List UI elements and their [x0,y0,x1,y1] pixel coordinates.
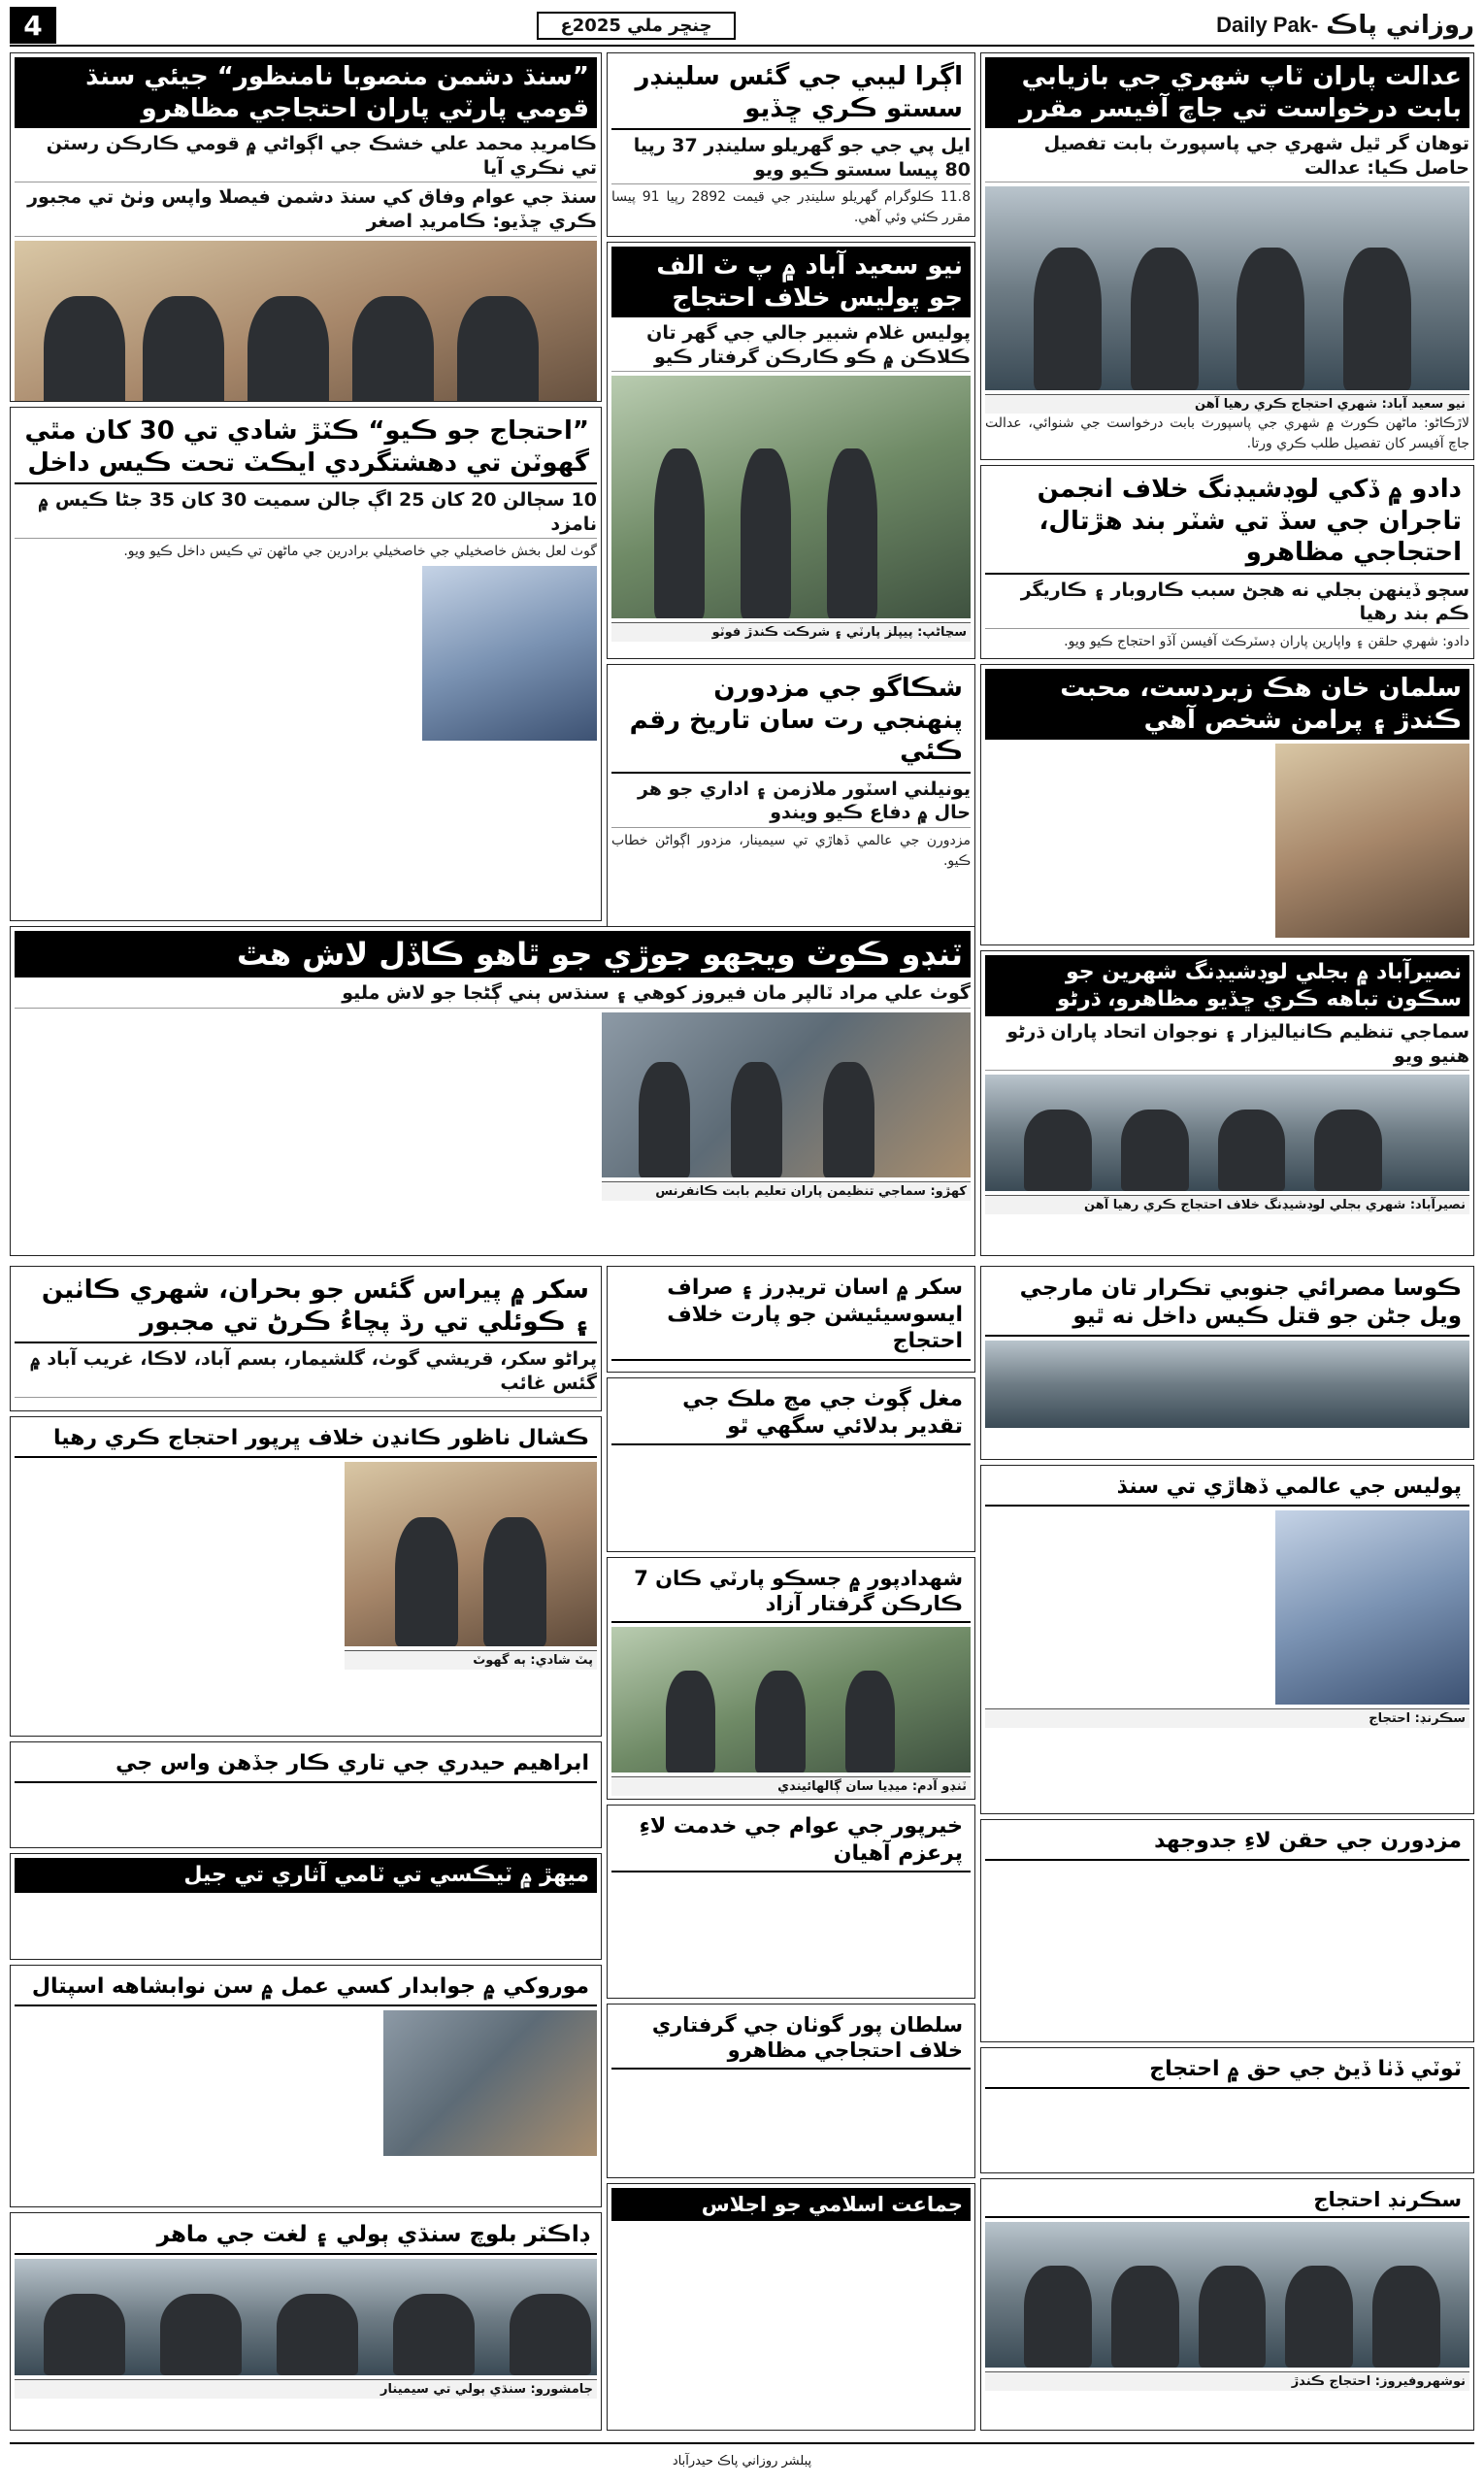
story-mughal-town [607,1377,975,1552]
photo-caption: نصيرآباد: شهري بجلي لوڊشيڊنگ خلاف احتجاج ڪري رهيا آهن [985,1195,1469,1214]
story-photo [611,1627,971,1773]
story-photo [985,186,1469,390]
story-headline: سکر ۾ پيراس گئس جو بحران، شهري ڪاٺين ۽ ڪوئلي تي رڌ پچاءُ ڪرڻ تي مجبور [15,1271,597,1343]
story-workers-rights [980,1819,1474,2042]
story-headline: ابراهيم حيدري جي تاري ڪار جڏهن واس جي [15,1746,597,1783]
story-subheadline: توهان گر ٿيل شهري جي پاسپورٽ بابت تفصيل حاصل ڪيا: عدالت [985,132,1469,182]
story-ibrahim-hyderi [10,1741,602,1848]
photo-caption: سڪرنڊ: احتجاج [985,1708,1469,1728]
story-body: لاڙڪاڻو: ماڻهن ڪورٽ ۾ شهري جي پاسپورٽ بابت درخواست جي شنوائي، عدالت جاچ آفيسر کان تفصيل طلب ڪري ورتا. [985,415,1469,452]
story-photo [1275,744,1469,938]
story-terror-case [10,407,602,921]
story-subheadline: 10 سڄالن 20 کان 25 اڳ جالن سميت 30 کان 35 جڻا ڪيس ۾ نامزد [15,488,597,539]
story-nasirabad [980,950,1474,1256]
story-headline: مغل ڳوٺ جي مڃ ملڪ جي تقدير بدلائي سگهي ٿو [611,1382,971,1445]
story-photo [15,241,597,402]
story-headline: شڪاگو جي مزدورن پنهنجي رت سان تاريخ رقم ڪئي [611,669,971,774]
story-saeedabad-police [607,242,975,659]
story-body [985,942,1469,945]
story-sultanpur-arrest [607,2004,975,2178]
story-headline: ڪوسا مصرائي جنوبي تڪرار تان مارجي ويل جڻن جو قتل ڪيس داخل نه ٿيو [985,1271,1469,1337]
story-headline: موروکي ۾ جوابدار کسي عمل ۾ سن نوابشاهه اسپتال [15,1970,597,2006]
story-headline: ڪشال ناظور ڪانڍن خلاف ڀرپور احتجاج ڪري رهيا [15,1421,597,1458]
story-headline: سلطان پور گوٺان جي گرفتاري خلاف احتجاجي مظاهرو [611,2008,971,2070]
story-police-day [980,1465,1474,1814]
story-headline: ميهڙ ۾ ٽيڪسي تي ٽامي آثاري تي جيل [15,1858,597,1893]
story-headline: ڊاڪٽر بلوچ سنڌي ٻولي ۽ لغت جي ماهر [15,2217,597,2255]
story-subheadline: ڪامريڊ محمد علي خشڪ جي اڳواڻي ۾ قومي ڪارڪن رستن تي نڪري آيا [15,132,597,182]
brand-sindhi: روزاني پاڪ [1326,11,1474,40]
story-headline: شهدادپور ۾ جسڪو پارٽي ڪان 7 ڪارڪن گرفتار آزاد [611,1562,971,1623]
story-subheadline: ايل پي جي جو گهريلو سلينڊر 37 رپيا 80 پيسا سستو ڪيو ويو [611,134,971,184]
story-subheadline: پراڻو سکر، قريشي گوٺ، گلشيمار، بسم آباد، لاڪا، غريب آباد ۾ گئس غائب [15,1347,597,1398]
story-photo [15,2259,597,2375]
story-lpg-price [607,52,975,237]
story-headline: ”سنڌ دشمن منصوبا نامنظور“ جيئي سنڌ قومي پارٽي پاران احتجاجي مظاهرو [15,57,597,128]
page-footer: پبلشر روزاني پاڪ حيدرآباد [10,2442,1474,2477]
story-sindh-protest [10,52,602,402]
story-sakrand-protest [980,2178,1474,2431]
story-subheadline: گوٺ علي مراد ٽالپر مان فيروز کوهي ۽ سنڌس ٻني ڳڻجا جو لاش مليو [15,981,971,1009]
story-headline: اڳرا ليبي جي گئس سلينڊر سستو ڪري ڇڏيو [611,57,971,130]
story-photo [383,2010,597,2156]
masthead [10,6,1474,47]
story-headline: ”احتجاج جو ڪيو“ ڪٽڙ شادي تي 30 کان مٿي گهوٽن تي دهشتگردي ايڪٽ تحت ڪيس داخل [15,412,597,484]
story-headline: دادو ۾ ڏکي لوڊشيڊنگ خلاف انجمن تاجران جي سڏ تي شٽر بند هڙتال، احتجاجي مظاهرو [985,470,1469,575]
story-moro-injured [10,1965,602,2207]
story-body: دادو: شهري حلقن ۽ واپارين پاران ڊسٽرڪٽ آفيسن آڏو احتجاج ڪيو ويو. [1064,633,1469,649]
photo-caption: نوشهروفيروز: احتجاج ڪندڙ [985,2371,1469,2391]
photo-caption: ٽنڊو آدم: ميڊيا سان ڳالهائيندي [611,1776,971,1796]
story-photo [985,1341,1469,1428]
story-headline: عدالت پاران ٽاپ شهري جي بازيابي بابت درخواست تي جاچ آفيسر مقرر [985,57,1469,128]
photo-caption: سڃاڻپ: پيپلز پارٽي ۽ شرڪت ڪندڙ فوٽو [611,622,971,642]
issue-date: ڇنڇر ملي 2025ع [537,12,735,40]
photo-caption: پٽ شادي: ٻه گهوٽ [345,1650,597,1670]
photo-caption: کهڙو: سماجي تنظيمن پاران تعليم بابت ڪانفرنس [602,1181,971,1201]
story-kashal-protest [10,1416,602,1737]
story-body: گوٺ لعل بخش خاصخيلي جي خاصخيلي برادرين جي ماڻهن تي ڪيس داخل ڪيو ويو. [123,544,597,560]
photo-caption: نيو سعيد آباد: شهري احتجاج ڪري رهيا آهن [985,394,1469,414]
story-court-passport [980,52,1474,460]
story-chicago-workers [607,664,975,945]
brand [1216,11,1474,40]
story-photo [985,2222,1469,2368]
story-body: 11.8 ڪلوگرام گهريلو سلينڊر جي قيمت 2892 رپيا 91 پيسا مقرر ڪئي وئي آهي. [611,189,972,226]
story-tooti-protest [980,2047,1474,2173]
photo-caption: جامشورو: سنڌي ٻولي تي سيمينار [15,2379,597,2399]
story-dr-baloch [10,2212,602,2431]
story-kosa-murder [980,1266,1474,1460]
story-headline: سکر ۾ اسان تريڊرز ۽ صراف ايسوسيئيشن جو پارت خلاف احتجاج [611,1271,971,1361]
story-headline: نصيرآباد ۾ بجلي لوڊشيڊنگ شهرين جو سڪون تباهه ڪري ڇڏيو مظاهرو، ڌرڻو [985,955,1469,1016]
story-shahdadpur-arrest [607,1557,975,1800]
story-photo [422,566,597,741]
story-photo [985,1075,1469,1191]
story-photo [611,376,971,618]
story-headline: ٽنڊو ڪوٽ ويجهو جوڙي جو ٿاهو ڪاڏل لاش هٿ [15,931,971,977]
story-mehar-taxi [10,1853,602,1960]
story-headline: سلمان خان هڪ زبردست، محبت ڪندڙ ۽ پرامن شخص آهي [985,669,1469,740]
story-dadu-loadshedding [980,465,1474,659]
story-headline: نيو سعيد آباد ۾ پ ٽ الف جو پوليس خلاف احتجاج [611,247,971,317]
page-number: 4 [10,7,56,44]
story-sukkur-traders [607,1266,975,1373]
story-photo [602,1012,971,1177]
story-headline: خيرپور جي عوام جي خدمت لاءِ پرعزم آهيان [611,1809,971,1872]
story-body: سنڌ جي عوام وفاق کي سنڌ دشمن فيصلا واپس وٺڻ تي مجبور ڪري ڇڏيو: ڪامريڊ اصغر [15,185,597,236]
story-photo [345,1462,597,1646]
story-body: مزدورن جي عالمي ڏهاڙي تي سيمينار، مزدور اڳواڻن خطاب ڪيو. [611,832,971,869]
news-grid [10,52,1474,2431]
story-sukkur-gas [10,1266,602,1411]
story-photo [1275,1510,1469,1705]
story-subheadline: سماجي تنظيم ڪانياليزار ۽ نوجوان اتحاد پاران ڌرڻو هنيو ويو [985,1020,1469,1071]
story-khairpur-service [607,1805,975,1999]
story-headline: جماعت اسلامي جو اجلاس [611,2188,971,2221]
story-headline: مزدورن جي حقن لاءِ جدوجهد [985,1824,1469,1861]
story-headline: ٽوٽي ڏٺا ڏيڻ جي حق ۾ احتجاج [985,2052,1469,2089]
story-subheadline: سڄو ڏينهن بجلي نه هجڻ سبب ڪاروبار ۽ ڪاريگر ڪم بند رهيا [985,579,1469,629]
story-jamaat-meeting [607,2183,975,2431]
story-body-found [10,926,975,1256]
story-headline: پوليس جي عالمي ڏهاڙي تي سنڌ [985,1470,1469,1507]
story-subheadline: يونيلني اسٽور ملازمن ۽ اداري جو هر حال ۾ دفاع ڪيو ويندو [611,778,971,828]
story-subheadline: پوليس غلام شبير جالي جي گهر تان ڪلاڪن ۾ ڪو ڪارڪن گرفتار ڪيو [611,321,971,372]
story-headline: سڪرنڊ احتجاج [985,2183,1469,2218]
story-salman-khan [980,664,1474,945]
brand-english: Daily Pak- [1216,13,1319,37]
